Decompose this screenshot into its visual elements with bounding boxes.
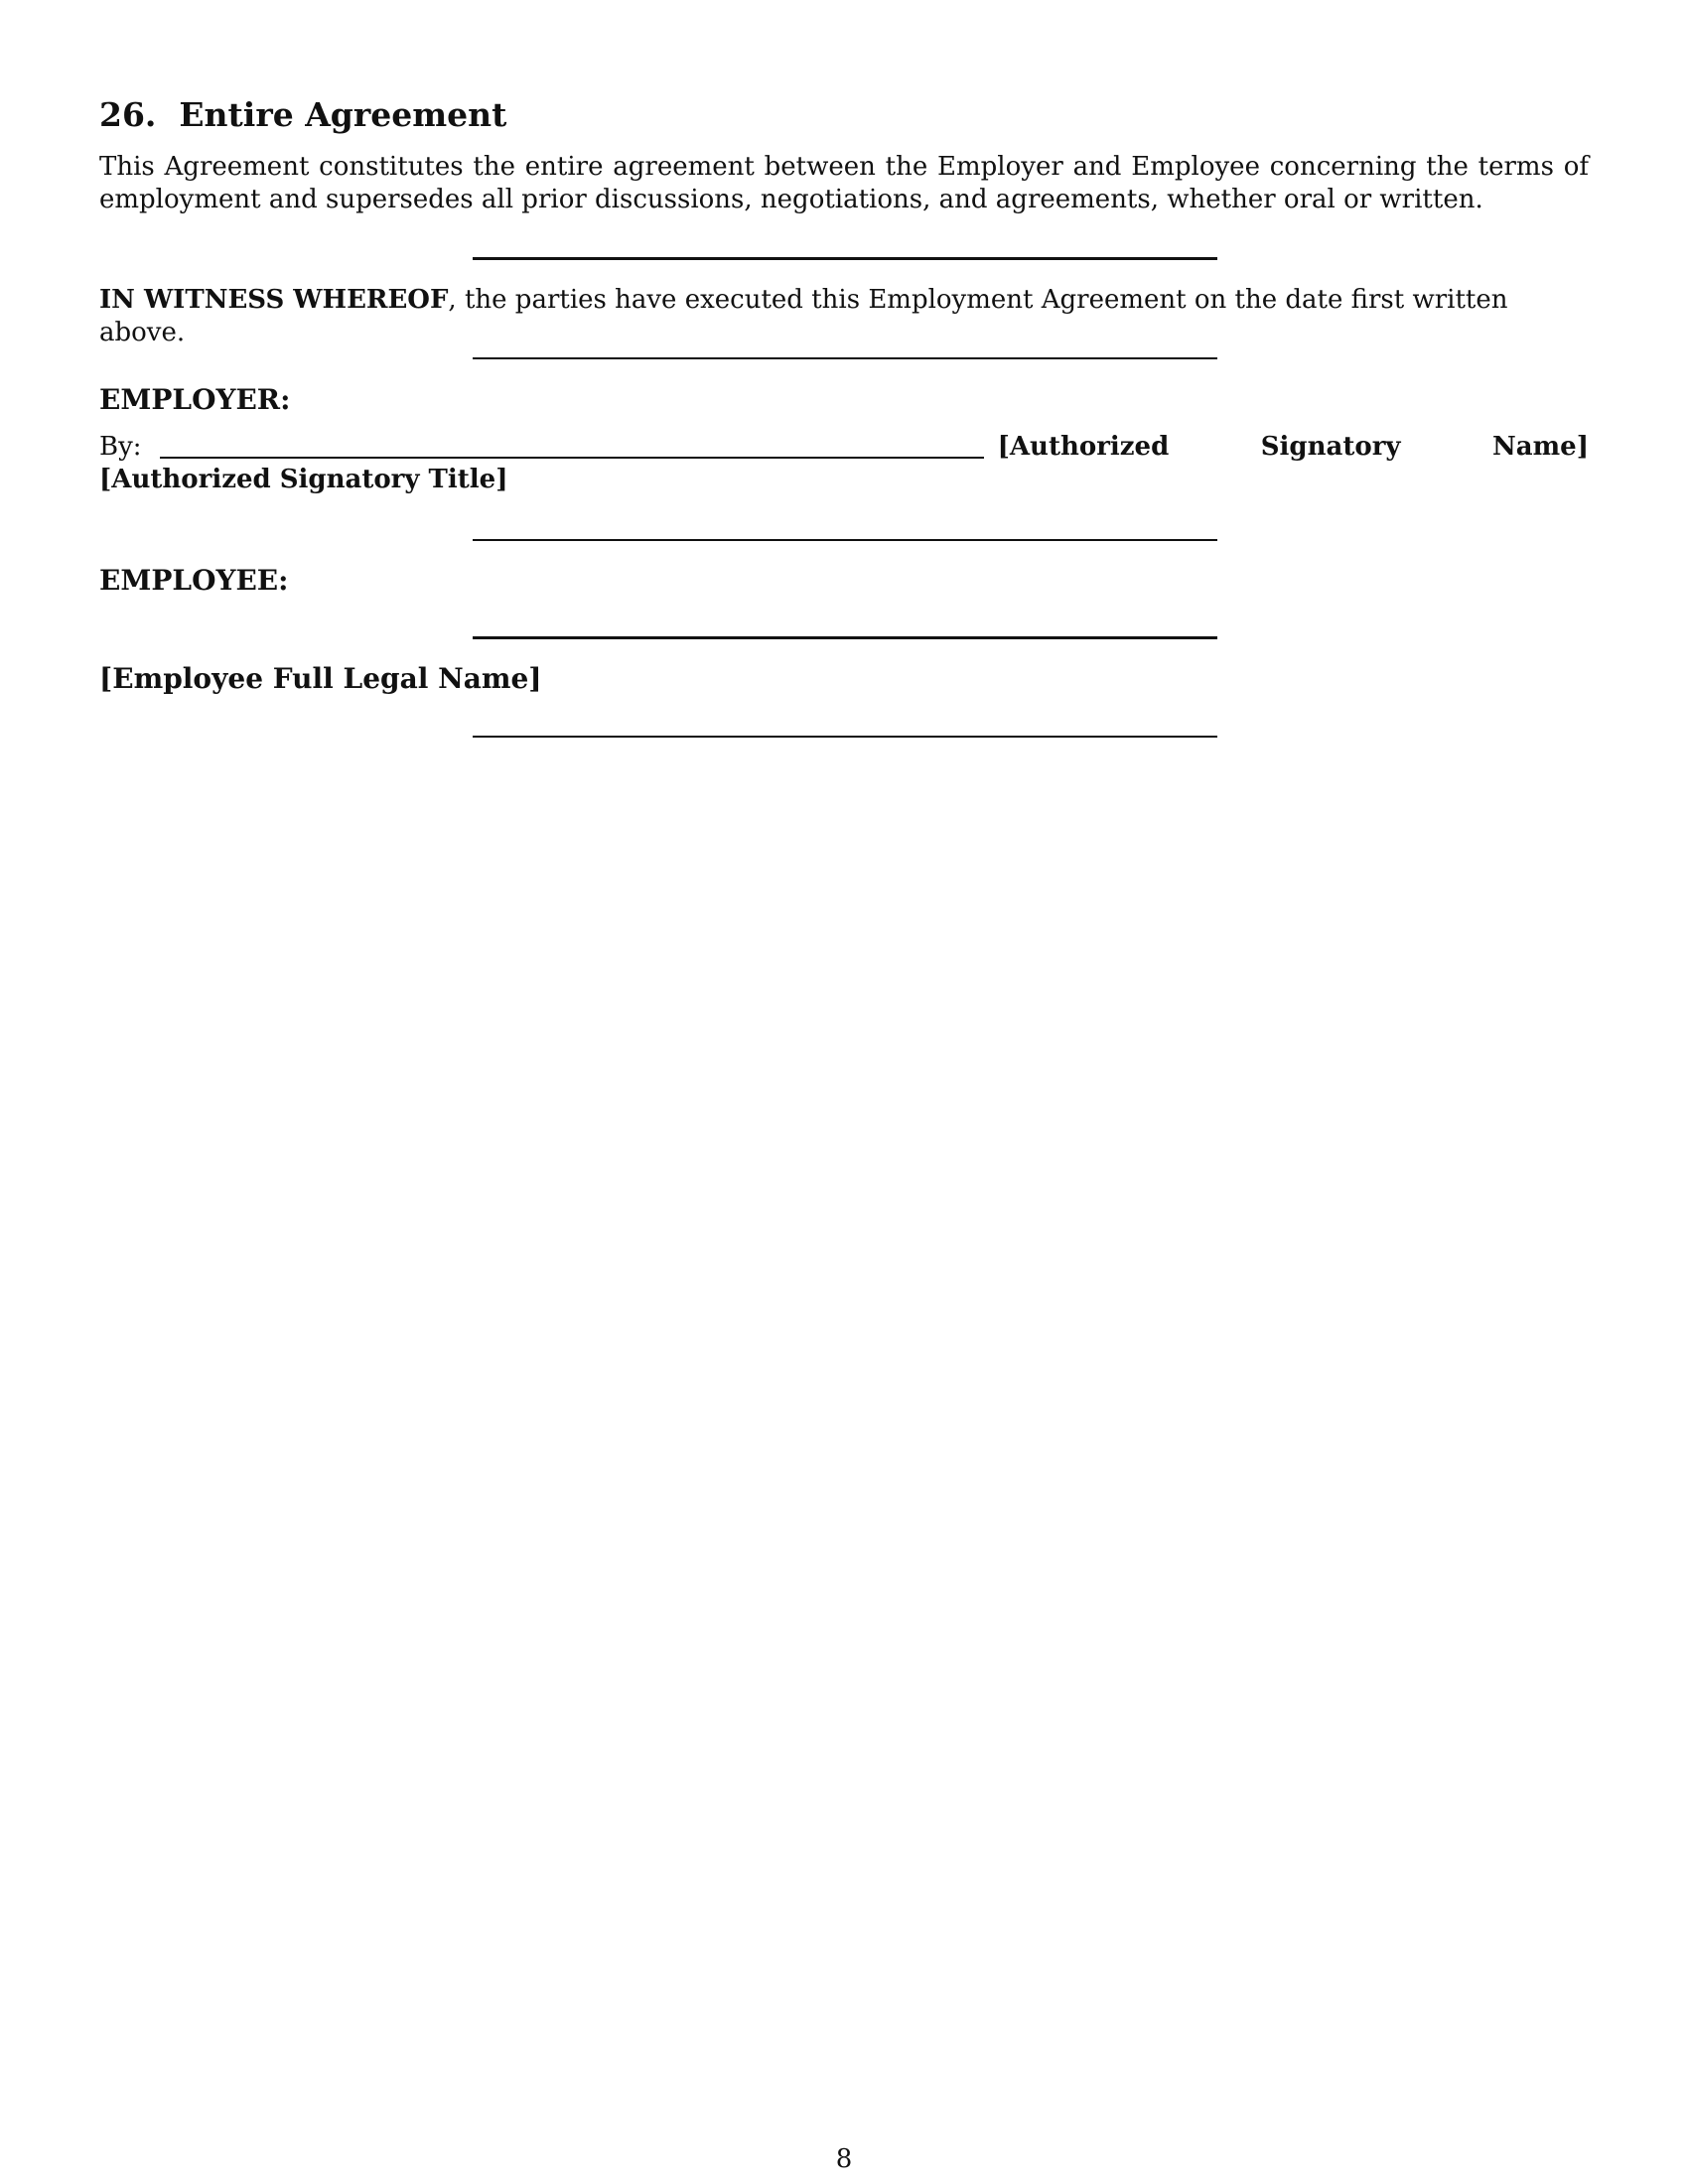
section-title: Entire Agreement bbox=[179, 95, 507, 134]
by-label: By: bbox=[99, 432, 142, 462]
signatory-name: [Authorized Signatory Name] bbox=[997, 432, 1589, 462]
divider-line bbox=[473, 539, 1217, 541]
witness-text: , the parties have executed this Employment Agreement on the date first written above. bbox=[99, 285, 1508, 347]
employee-signature-line[interactable] bbox=[473, 636, 1217, 639]
divider-line bbox=[473, 357, 1217, 359]
employee-label: EMPLOYEE: bbox=[99, 564, 289, 597]
divider-line bbox=[473, 736, 1217, 738]
employer-label: EMPLOYER: bbox=[99, 383, 291, 416]
section-heading bbox=[99, 95, 506, 134]
employee-name: [Employee Full Legal Name] bbox=[99, 662, 542, 695]
employer-signature-line[interactable] bbox=[160, 457, 984, 459]
section-number: 26. bbox=[99, 95, 157, 134]
signatory-title: [Authorized Signatory Title] bbox=[99, 465, 508, 494]
section-body: This Agreement constitutes the entire agreement between the Employer and Employee concerning the terms of employment and supersedes all prior discussions, negotiations, and agreements, whether oral or written. bbox=[99, 152, 1589, 214]
employer-signature-block bbox=[99, 431, 1589, 496]
witness-clause bbox=[99, 284, 1589, 349]
witness-lead: IN WITNESS WHEREOF bbox=[99, 285, 449, 315]
page-number: 8 bbox=[835, 2144, 853, 2174]
divider-line bbox=[473, 257, 1217, 260]
